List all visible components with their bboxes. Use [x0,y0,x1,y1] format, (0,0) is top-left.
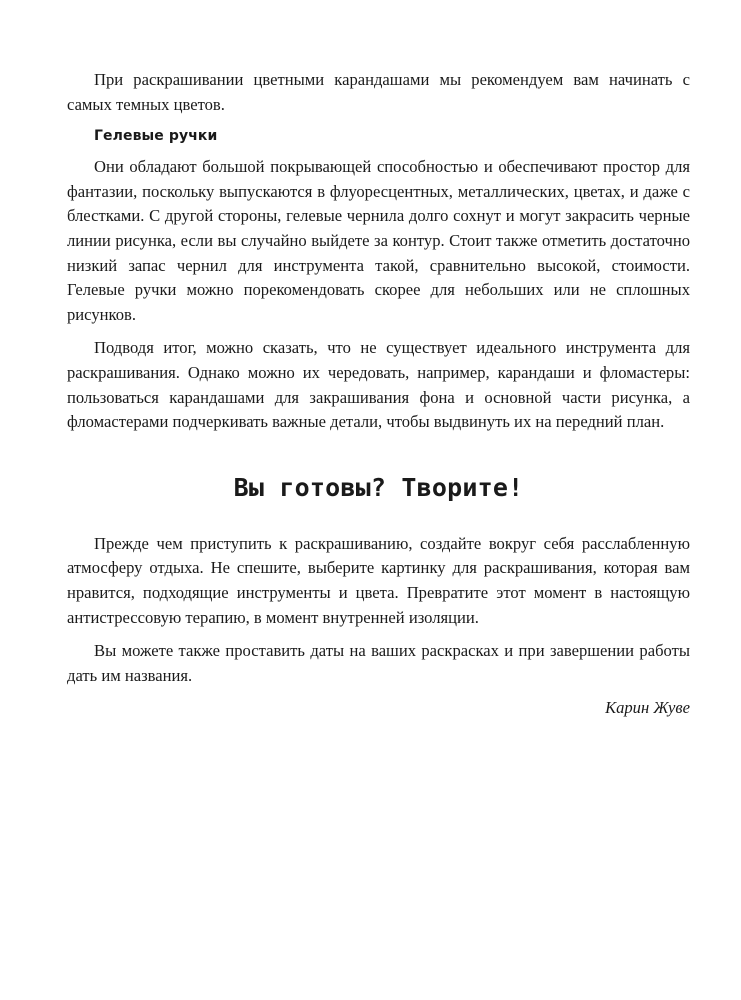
spacer [67,688,690,696]
author-signature: Карин Жуве [605,698,690,718]
subheading-gel-pens: Гелевые ручки [94,128,218,145]
spacer [67,435,690,471]
paragraph-prepare: Прежде чем приступить к раскрашиванию, создайте вокруг себя расслабленную атмосферу отдыха. Не спешите, выберите картинку для раскрашивания, которая вам нравится, подходящие инструменты и цвета. Превратите этот момент в настоящую антистрессовую терапию, в момент внутренней изоляции. [67,533,690,627]
spacer [67,630,690,639]
spacer [67,327,690,336]
spacer [67,117,690,126]
paragraph-summary: Подводя итог, можно сказать, что не существует идеального инструмента для раскрашивания. Однако можно их чередовать, например, карандаши и фломастеры: пользоваться карандашами для закрашивания фона и основной части рисунка, а фломастерами подчеркивать важные детали, чтобы выдвинуть их на передний план. [67,338,690,432]
section-title: Вы готовы? Творите! [233,472,524,502]
spacer [67,505,690,532]
text-column [67,68,690,720]
spacer [67,146,690,155]
paragraph-dates: Вы можете также проставить даты на ваших раскрасках и при завершении работы дать им названия. [67,641,690,685]
paragraph-gel-pens: Они обладают большой покрывающей способностью и обеспечивают простор для фантазии, поскольку выпускаются в флуоресцентных, металлических, цветах, и даже с блестками. С другой стороны, гелевые чернила долго сохнут и могут закрасить черные линии рисунка, если вы случайно выйдете за контур. Стоит также отметить достаточно низкий запас чернил для инструмента такой, сравнительно высокой, стоимости. Гелевые ручки можно порекомендовать скорее для небольших или не сплошных рисунков. [67,157,690,324]
paragraph-intro: При раскрашивании цветными карандашами мы рекомендуем вам начинать с самых темных цветов. [67,70,690,114]
